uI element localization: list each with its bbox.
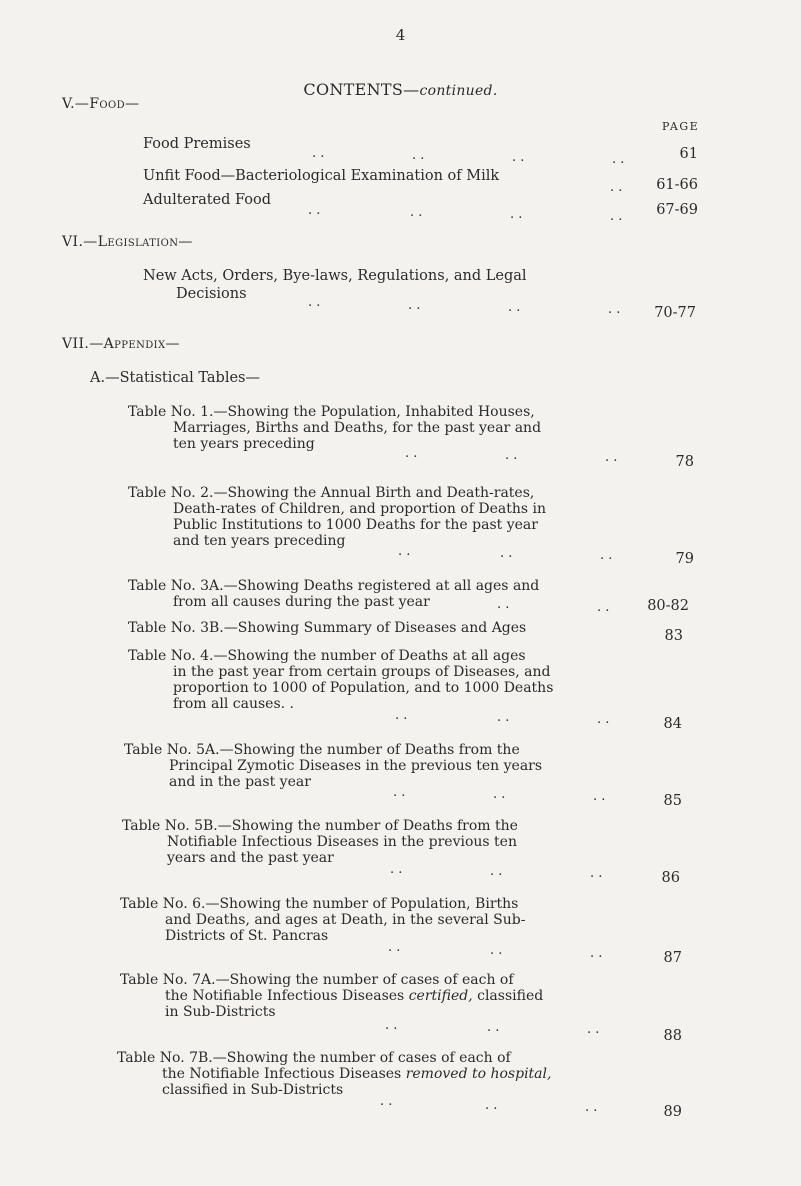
entry-line: Notifiable Infectious Diseases in the previous ten — [167, 834, 517, 850]
leader-dots: . . — [388, 940, 401, 955]
leader-dots: . . — [612, 152, 625, 167]
toc-entry-food-premises: Food Premises — [143, 136, 251, 152]
toc-entry-adulterated-food: Adulterated Food — [143, 192, 272, 208]
entry-line: Table No. 7B.—Showing the number of cases of each of — [117, 1050, 511, 1066]
entry-line — [120, 988, 590, 1004]
entry-text: the Notifiable Infectious Diseases — [162, 1066, 406, 1082]
toc-entry-unfit-food: Unfit Food—Bacteriological Examination of Milk — [143, 168, 500, 184]
entry-line: years and the past year — [167, 850, 334, 866]
toc-page-table-5b: 86 — [661, 870, 680, 886]
leader-dots: . . — [308, 295, 321, 310]
toc-entry-table-3b — [128, 620, 598, 636]
leader-dots: . . — [312, 146, 325, 161]
entry-line: in the past year from certain groups of Diseases, and — [173, 664, 551, 680]
entry-line: in Sub-Districts — [165, 1004, 276, 1020]
entry-line: ten years preceding — [173, 436, 315, 452]
entry-emphasis: removed to hospital, — [405, 1066, 552, 1082]
entry-line: Table No. 2.—Showing the Annual Birth and Death-rates, — [128, 485, 535, 501]
leader-dots: . . — [505, 448, 518, 463]
leader-dots: . . — [590, 866, 603, 881]
entry-line: and in the past year — [169, 774, 311, 790]
entry-line: from all causes during the past year — [173, 594, 430, 610]
toc-page-legislation: 70-77 — [654, 305, 696, 321]
leader-dots: . . — [512, 150, 525, 165]
toc-page-table-3a: 80-82 — [647, 598, 689, 614]
entry-line: Table No. 4.—Showing the number of Deaths at all ages — [128, 648, 526, 664]
entry-line — [117, 1066, 587, 1082]
toc-page-food-premises: 61 — [679, 146, 698, 162]
page-number: 4 — [395, 26, 406, 44]
leader-dots: . . — [410, 205, 423, 220]
leader-dots: . . — [485, 1098, 498, 1113]
leader-dots: . . — [487, 1020, 500, 1035]
section-heading-appendix: VII.—Appendix— — [62, 336, 180, 352]
toc-entry-table-2 — [128, 485, 598, 549]
entry-line: Districts of St. Pancras — [165, 928, 329, 944]
leader-dots: . . — [608, 302, 621, 317]
toc-entry-table-3a — [128, 578, 598, 610]
leader-dots: . . — [593, 789, 606, 804]
leader-dots: . . — [605, 450, 618, 465]
leader-dots: . . — [385, 1018, 398, 1033]
leader-dots: . . — [585, 1100, 598, 1115]
entry-text: the Notifiable Infectious Diseases — [165, 988, 409, 1004]
toc-entry-table-4 — [128, 648, 598, 712]
toc-entry-table-5a — [124, 742, 594, 790]
leader-dots: . . — [497, 710, 510, 725]
toc-entry-table-1 — [128, 404, 598, 452]
entry-line: Death-rates of Children, and proportion of Deaths in — [173, 501, 547, 517]
entry-line: proportion to 1000 of Population, and to 1000 Deaths — [173, 680, 554, 696]
page-column-header: PAGE — [662, 120, 700, 133]
toc-page-table-7b: 89 — [663, 1104, 682, 1120]
leader-dots: . . — [508, 300, 521, 315]
toc-page-adulterated-food: 67-69 — [656, 202, 698, 218]
toc-page-table-6: 87 — [663, 950, 682, 966]
entry-line: Public Institutions to 1000 Deaths for the past year — [173, 517, 538, 533]
entry-line: classified in Sub-Districts — [162, 1082, 344, 1098]
leader-dots: . . — [610, 209, 623, 224]
toc-page-table-5a: 85 — [663, 793, 682, 809]
leader-dots: . . — [510, 207, 523, 222]
toc-entry-table-6 — [120, 896, 590, 944]
leader-dots: . . — [587, 1022, 600, 1037]
sub-heading-statistical-tables: A.—Statistical Tables— — [90, 370, 260, 386]
toc-entry-table-7a — [120, 972, 590, 1020]
leader-dots: . . — [308, 203, 321, 218]
leader-dots: . . — [493, 787, 506, 802]
leader-dots: . . — [500, 546, 513, 561]
toc-page-table-7a: 88 — [663, 1028, 682, 1044]
entry-text: classified — [472, 988, 544, 1004]
toc-page-table-4: 84 — [663, 716, 682, 732]
leader-dots: . . — [393, 785, 406, 800]
section-heading-food: V.—Food— — [62, 96, 140, 112]
leader-dots: . . — [600, 548, 613, 563]
entry-line: Table No. 3B.—Showing Summary of Diseases and Ages — [128, 620, 527, 636]
leader-dots: . . — [380, 1094, 393, 1109]
leader-dots: . . — [597, 712, 610, 727]
entry-line: and Deaths, and ages at Death, in the several Sub- — [165, 912, 526, 928]
toc-page-unfit-food: 61-66 — [656, 177, 698, 193]
leader-dots: . . — [398, 544, 411, 559]
leader-dots: . . — [497, 597, 510, 612]
toc-entry-legislation-line1: New Acts, Orders, Bye-laws, Regulations, and Legal — [143, 268, 527, 284]
leader-dots: . . — [610, 180, 623, 195]
toc-entry-table-5b — [122, 818, 592, 866]
entry-emphasis: certified, — [408, 988, 473, 1004]
leader-dots: . . — [490, 943, 503, 958]
leader-dots: . . — [412, 148, 425, 163]
leader-dots: . . — [590, 946, 603, 961]
contents-continued: continued. — [419, 83, 498, 99]
leader-dots: . . — [395, 708, 408, 723]
toc-entry-legislation-line2: Decisions — [176, 286, 247, 302]
leader-dots: . . — [405, 446, 418, 461]
leader-dots: . . — [597, 600, 610, 615]
entry-line: Table No. 5A.—Showing the number of Deaths from the — [124, 742, 520, 758]
leader-dots: . . — [408, 298, 421, 313]
section-heading-legislation: VI.—Legislation— — [62, 234, 193, 250]
entry-line: Table No. 6.—Showing the number of Population, Births — [120, 896, 519, 912]
contents-title: CONTENTS— — [303, 80, 420, 99]
toc-page-table-1: 78 — [675, 454, 694, 470]
entry-line: Table No. 5B.—Showing the number of Deaths from the — [122, 818, 518, 834]
toc-page-table-2: 79 — [675, 551, 694, 567]
leader-dots: . . — [490, 864, 503, 879]
entry-line: and ten years preceding — [173, 533, 346, 549]
entry-line: Table No. 3A.—Showing Deaths registered at all ages and — [128, 578, 540, 594]
toc-entry-table-7b — [117, 1050, 587, 1098]
toc-page-table-3b: 83 — [664, 628, 683, 644]
entry-line: Table No. 1.—Showing the Population, Inhabited Houses, — [128, 404, 535, 420]
entry-line: from all causes. . — [173, 696, 294, 712]
leader-dots: . . — [390, 862, 403, 877]
entry-line: Principal Zymotic Diseases in the previous ten years — [169, 758, 543, 774]
entry-line: Marriages, Births and Deaths, for the past year and — [173, 420, 542, 436]
entry-line: Table No. 7A.—Showing the number of cases of each of — [120, 972, 514, 988]
